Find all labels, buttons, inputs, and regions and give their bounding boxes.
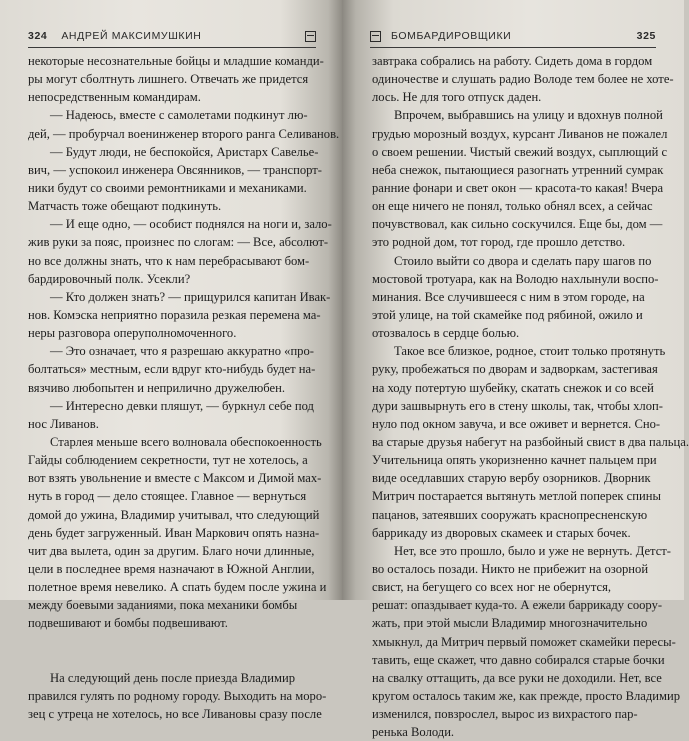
text-line: между боевыми заданиями, пока механики бомбы	[28, 598, 298, 613]
page-number: 324	[28, 30, 48, 42]
text-line: зец с утреца не хотелось, но все Ливановы сразу после	[28, 706, 322, 721]
text-line: Учительница опять укоризненно качнет пальцем при	[372, 453, 657, 468]
book-ornament-icon	[370, 31, 381, 42]
text-line: Нет, все это прошло, было и уже не вернуть. Детст-	[394, 543, 671, 558]
text-line: Такое все близкое, родное, стоит только протянуть	[394, 344, 666, 359]
header-rule	[370, 47, 656, 48]
text-line: этой улице, на той скамейке под рябиной, ожило и	[372, 307, 643, 322]
text-line: неба снежок, пытающиеся разогнать утренний сумрак	[372, 162, 664, 177]
text-line: завтрака собрались на работу. Сидеть дома в гордом	[372, 54, 653, 68]
text-line: нов. Комэска неприятно поразила резкая перемена ма-	[28, 307, 321, 322]
text-line: грудью морозный воздух, курсант Ливанов не пожалел	[372, 126, 668, 141]
text-line: Впрочем, выбравшись на улицу и вдохнув полной	[394, 108, 663, 123]
text-line: лось. Не для того отпуск даден.	[372, 90, 542, 105]
text-line: свист, на бегущего со всех ног не обернутся,	[372, 580, 612, 595]
text-line: домой до ужина, Владимир учитывал, что следующий	[28, 507, 320, 522]
text-line: он еще ничего не понял, только обнял всех, а сейчас	[372, 199, 653, 214]
text-line: жать, при этой мысли Владимир многозначительно	[372, 616, 648, 631]
text-line: Гайды соблюдением секретности, тут не хотелось, а	[28, 453, 308, 468]
text-line: кругом осталось таким же, как прежде, просто Владимир	[372, 688, 681, 703]
text-line: нос Ливанов.	[28, 416, 99, 431]
text-line: минания. Все случившееся с ним в этом городе, на	[372, 289, 645, 304]
book-ornament-icon	[305, 31, 316, 42]
text-line: нуть в город — дело стоящее. Главное — вернуться	[28, 489, 307, 504]
text-line: Матчасть тоже обещают подкинуть.	[28, 199, 222, 214]
text-line: о своем решении. Чистый свежий воздух, сыплющий с	[372, 144, 668, 159]
page-number: 325	[636, 30, 656, 42]
text-line: цели в последнее время назначают в Южной Англии,	[28, 561, 315, 576]
text-line: во осталось позади. Никто не прибежит на озорной	[372, 561, 649, 576]
left-page	[0, 0, 342, 721]
text-line: Митрич постарается вытянуть метлой поперек спины	[372, 489, 661, 504]
text-line: — Будут люди, не беспокойся, Аристарх Савелье-	[50, 144, 319, 159]
text-line: мостовой тротуара, как на Володю нахлынули воспо-	[372, 271, 659, 286]
section-break	[28, 633, 318, 669]
text-line: дури зашвырнуть его в стену школы, так, чтобы хлоп-	[372, 398, 663, 413]
text-line: отозвалось в сердце болью.	[372, 326, 520, 341]
text-line: дей, — пробурчал военинженер второго ранга Селиванов.	[28, 126, 340, 141]
text-line: нуло под окном завуча, и все оживет и вернется. Сно-	[372, 416, 661, 431]
running-head-author: АНДРЕЙ МАКСИМУШКИН	[61, 30, 202, 42]
text-line: изменился, повзрослел, вырос из вихрастого пар-	[372, 707, 638, 722]
text-line: почувствовал, как сильно соскучился. Еще бы, дом —	[372, 217, 663, 232]
text-line: На следующий день после приезда Владимир	[50, 670, 296, 685]
text-line: бардировочный полк. Усекли?	[28, 271, 191, 286]
text-line: — Надеюсь, вместе с самолетами подкинут лю-	[50, 108, 308, 123]
text-line: Стоило выйти со двора и сделать пару шагов по	[394, 253, 652, 268]
header-rule	[28, 47, 316, 48]
text-line: пацанов, затеявших сооружать краснопресненскую	[372, 507, 648, 522]
text-line: вязчиво любопытен и неприлично дружелюбен.	[28, 380, 285, 395]
text-line: день будет загруженный. Иван Маркович опять назна-	[28, 525, 320, 540]
text-line: ренька Володи.	[372, 725, 455, 740]
text-line: руку, пробежаться по дворам и задворкам, застегивая	[372, 362, 658, 377]
text-line: — Это означает, что я разрешаю аккуратно «про-	[50, 344, 314, 359]
text-line: Старлея меньше всего волновала обеспокоенность	[50, 434, 322, 449]
text-line: но все должны знать, что к нам перебрасывают бом-	[28, 253, 310, 268]
text-line: — Кто должен знать? — прищурился капитан Ивак-	[50, 289, 331, 304]
text-line: виде оседлавших старую вербу озорников. Дворник	[372, 471, 651, 486]
text-line: решат: опаздывает куда-то. А ежели баррикаду соору-	[372, 598, 663, 613]
right-page-header	[370, 30, 656, 42]
text-line: тавить, еще скажет, что давно собирался старые бочки	[372, 652, 665, 667]
right-page-text	[372, 52, 689, 741]
text-line: это родной дом, тот город, где прошло детство.	[372, 235, 626, 250]
text-line: неры разговора оперуполномоченного.	[28, 326, 237, 341]
text-line: ры могут сболтнуть лишнего. Отвечать же придется	[28, 72, 309, 87]
text-line: одиночестве и слушать радио Володе тем более не хоте-	[372, 72, 674, 87]
text-line: чит два вылета, один за другим. Благо ночи длинные,	[28, 543, 315, 558]
text-line: болтаться» местным, если вдруг кто-нибудь будет на-	[28, 362, 316, 377]
text-line: ва старые друзья набегут на разбойный свист в два пальца.	[372, 434, 689, 449]
text-line: хмыкнул, да Митрич первый поможет скамейки пересы-	[372, 634, 676, 649]
text-line: подвешивают и бомбы подвешивают.	[28, 616, 228, 631]
text-line: на ходу потертую шубейку, скатать снежок и со всей	[372, 380, 654, 395]
text-line: правился гулять по родному городу. Выходить на моро-	[28, 688, 327, 703]
text-line: жив руки за пояс, произнес по слогам: — Все, абсолют-	[28, 235, 329, 250]
text-line: — Интересно девки пляшут, — буркнул себе под	[50, 398, 314, 413]
text-line: вот взять увольнение и вместе с Максом и Димой мах-	[28, 471, 322, 486]
running-head-title: БОМБАРДИРОВЩИКИ	[391, 30, 512, 42]
text-line: некоторые несознательные бойцы и младшие команди-	[28, 54, 324, 68]
text-line: полетное время невелико. А спать будем после ужина и	[28, 580, 327, 595]
text-line: непосредственным командирам.	[28, 90, 201, 105]
text-line: вич, — успокоил инженера Овсянников, — транспорт-	[28, 162, 322, 177]
text-line: — И еще одно, — особист поднялся на ноги и, зало-	[50, 217, 332, 232]
left-page-text	[28, 52, 340, 723]
text-line: ранние фонари и свет окон — красота-то какая! Вчера	[372, 180, 664, 195]
text-line: ники будут со своими ремонтниками и механиками.	[28, 180, 307, 195]
right-page	[342, 0, 689, 740]
text-line: на свалку оттащить, да все руки не доходили. Нет, все	[372, 670, 662, 685]
left-page-header	[28, 30, 316, 42]
text-line: баррикаду из дворовых скамеек и старых бочек.	[372, 525, 631, 540]
